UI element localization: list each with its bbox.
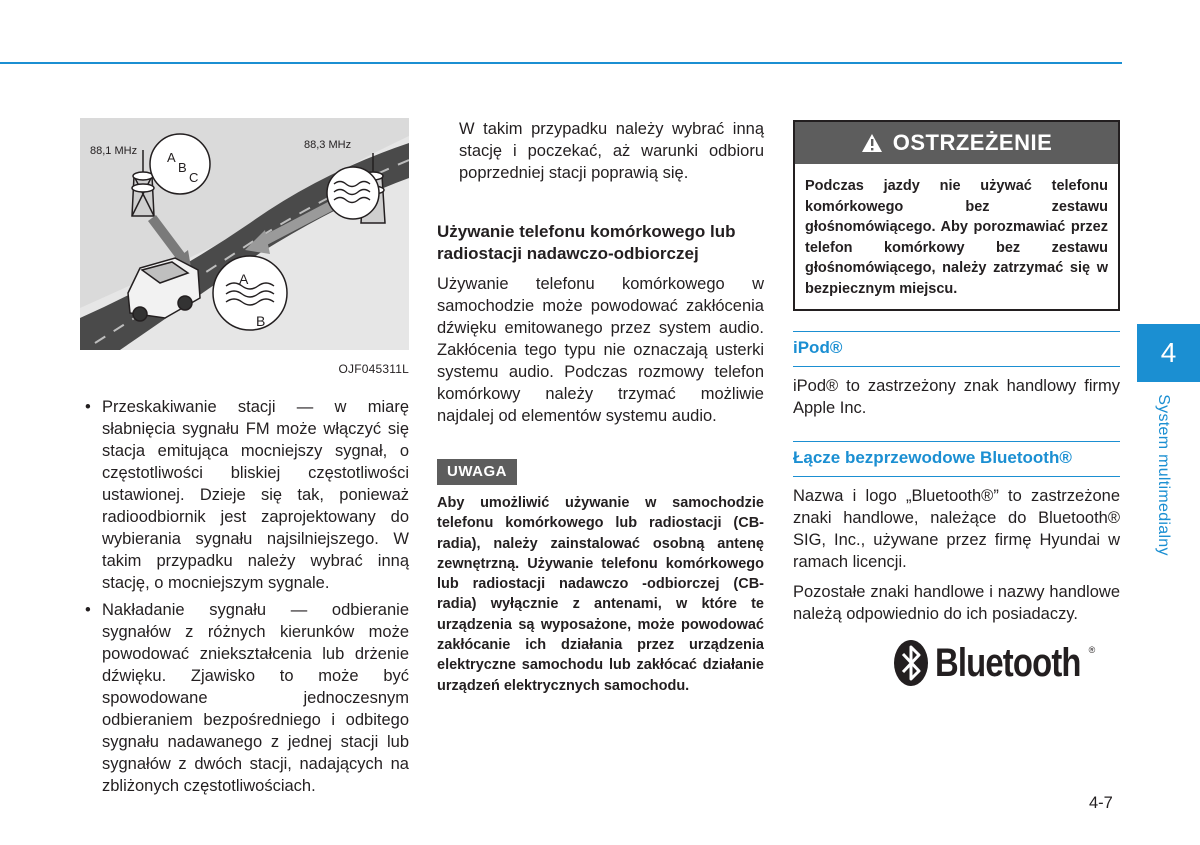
ipod-rule xyxy=(793,366,1120,367)
warning-box xyxy=(793,120,1120,311)
warning-triangle-icon xyxy=(861,133,883,153)
list-item xyxy=(82,599,409,797)
ipod-text: iPod® to zastrzeżony znak handlowy firmy Apple Inc. xyxy=(793,377,1120,417)
continuation-text: W takim przypadku należy wybrać inną stację i poczekać, aż warunki odbioru poprzedniej stacji poprawią się. xyxy=(459,120,764,182)
warning-title: OSTRZEŻENIE xyxy=(892,130,1053,155)
bubble-ab xyxy=(213,256,287,330)
bluetooth-icon xyxy=(893,639,929,687)
chapter-number-tab: 4 xyxy=(1137,324,1200,382)
figure-code: OJF045311L xyxy=(338,362,409,376)
radio-reception-figure xyxy=(80,118,409,376)
bluetooth-trademark-mark: ® xyxy=(1088,645,1096,655)
notice-text: Aby umożliwić używanie w samochodzie telefonu komórkowego lub radiostacji (CB-radia), należy zainstalować osobną antenę zewnętrzną. Używanie telefonu komórkowego lub radiostacji nadawczo -odbiorczej (CB-radia) wyłącznie z antenami, w które te urządzenia są wyposażone, może powodować zakłócanie ich działania przez urządzenia elektryczne samochodu lub zakłócać działanie urządzeń elektrycznych samochodu. xyxy=(437,495,764,694)
bubble-waves xyxy=(327,167,379,219)
section-heading-phone: Używanie telefonu komórkowego lub radiostacji nadawczo-odbiorczej xyxy=(437,222,736,263)
bubble-letter-b1: B xyxy=(178,160,187,175)
bullet-text: Przeskakiwanie stacji — w miarę słabnięcia sygnału FM może włączyć się stacja emitująca mocniejszy sygnał, o częstotliwości bliskiej częstotliwości ustawionej. Dzieje się tak, ponieważ radioodbiornik jest zaprojektowany do wybierania sygnału najsilniejszego. W takim przypadku należy wybrać inną stację, o mocniejszym sygnale. xyxy=(102,398,409,592)
column-right xyxy=(793,120,1120,687)
bubble-letter-a2: A xyxy=(239,271,249,287)
ipod-heading: iPod® xyxy=(793,331,1120,358)
bubble-letter-b2: B xyxy=(256,313,266,329)
bluetooth-rule xyxy=(793,476,1120,477)
warning-header xyxy=(795,122,1118,164)
bluetooth-heading: Łącze bezprzewodowe Bluetooth® xyxy=(793,441,1120,468)
column-middle xyxy=(437,118,764,696)
bullet-text: Nakładanie sygnału — odbieranie sygnałów z różnych kierunków może powodować zniekształcenia lub drżenie dźwięku. Zjawisko to może być spowodowane jednoczesnym odbieraniem bezpośredniego i odbitego sygnału nadawanego z jednej stacji lub sygnałów z dwóch stacji, nadających na zbliżonych częstotliwościach. xyxy=(102,601,409,795)
bullet-dot: • xyxy=(85,398,91,416)
bullet-dot: • xyxy=(85,601,91,619)
figure-background xyxy=(80,118,409,350)
top-rule xyxy=(0,62,1122,64)
page-number: 4-7 xyxy=(1089,794,1113,812)
notice-label: UWAGA xyxy=(437,459,517,485)
bluetooth-text: Nazwa i logo „Bluetooth®” to zastrzeżone znaki handlowe, należące do Bluetooth® SIG, Inc., używane przez firmę Hyundai w ramach licencji. xyxy=(793,487,1120,571)
bullet-list xyxy=(82,396,409,802)
warning-text: Podczas jazdy nie używać telefonu komórkowego bez zestawu głośnomówiącego. Aby porozmawiać przez telefon komórkowy bez zestawu głośnomówiącego, należy zatrzymać się w bezpiecznym miejscu. xyxy=(805,178,1108,297)
bubble-letter-a1: A xyxy=(167,150,176,165)
trademarks-text: Pozostałe znaki handlowe i nazwy handlowe należą odpowiednio do ich posiadaczy. xyxy=(793,583,1120,623)
list-item xyxy=(82,396,409,594)
bluetooth-logo xyxy=(893,639,1120,687)
chapter-title: System multimedialny xyxy=(1155,394,1172,556)
bubble-letter-c1: C xyxy=(189,170,199,185)
section-body-phone: Używanie telefonu komórkowego w samochodzie może powodować zakłócenia dźwięku emitowanego przez system audio. Zakłócenia tego typu nie oznaczają usterki systemu audio. Podczas rozmowy telefon komórkowy należy trzymać możliwie najdalej od elementów systemu audio. xyxy=(437,275,764,425)
bluetooth-wordmark: Bluetooth xyxy=(935,640,1081,685)
freq-left-label: 88,1 MHz xyxy=(90,145,138,157)
freq-right-label: 88,3 MHz xyxy=(304,139,352,151)
